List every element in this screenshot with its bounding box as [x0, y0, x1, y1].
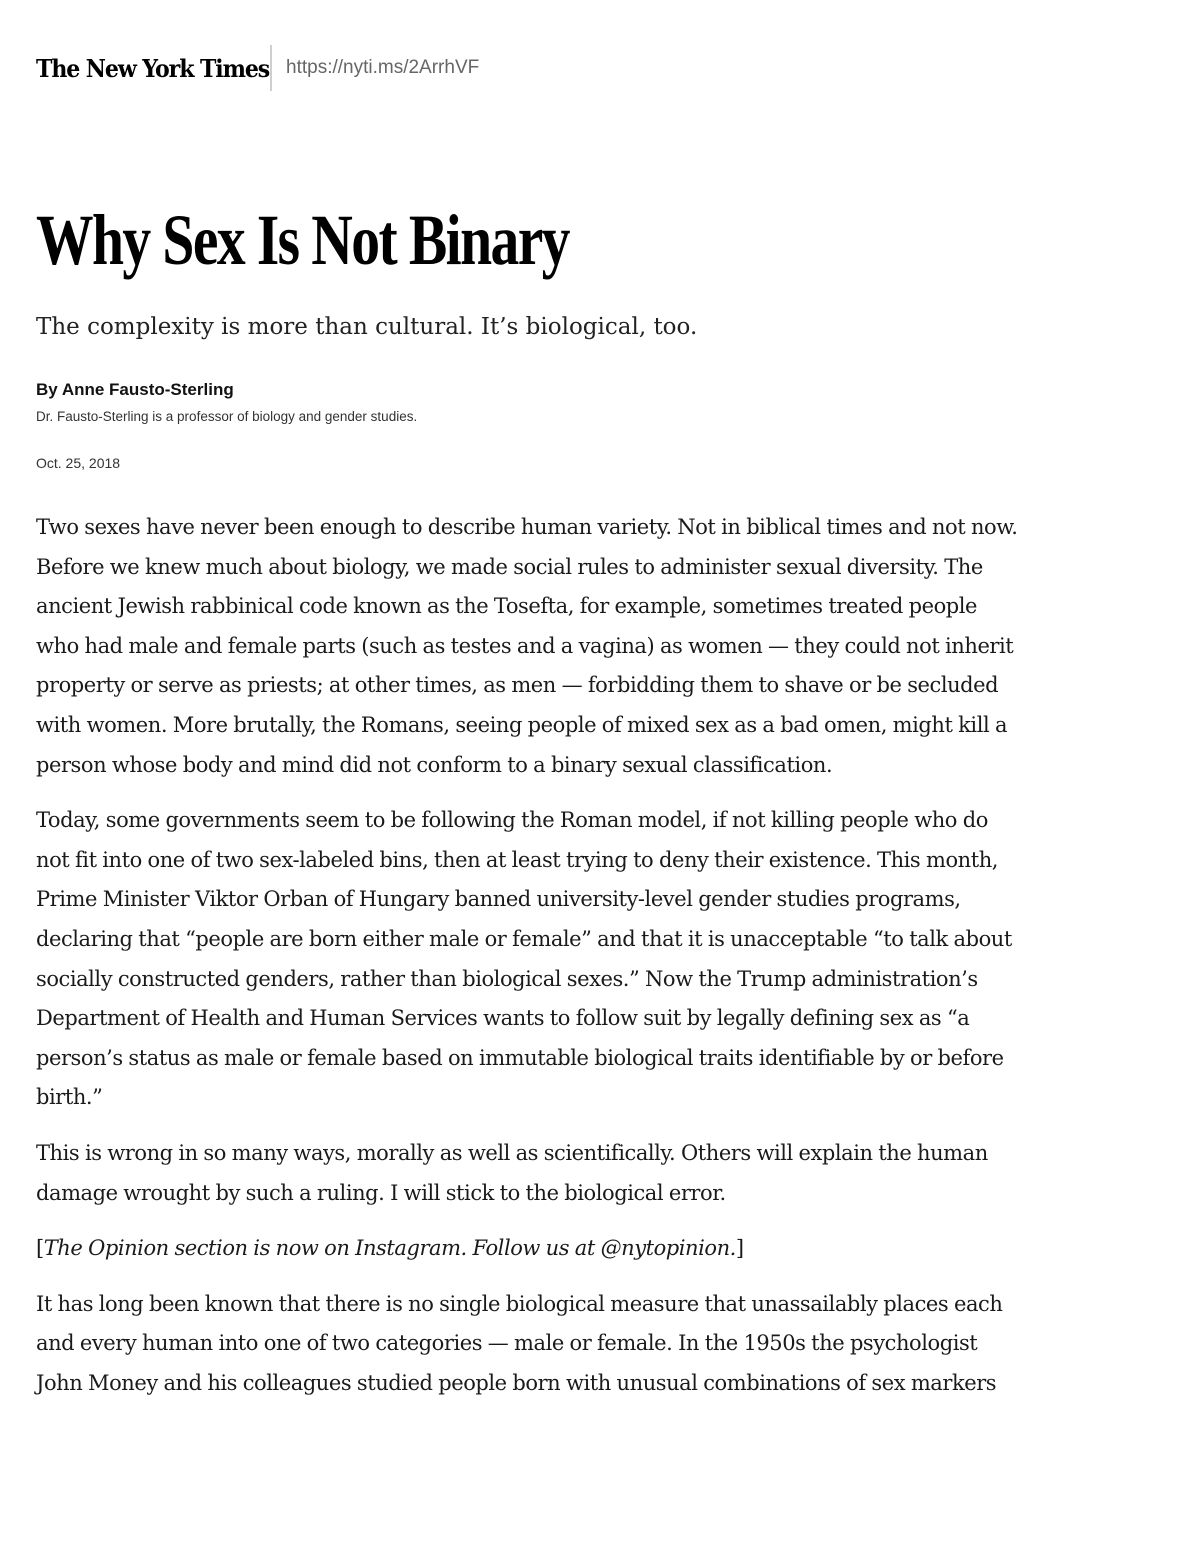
text-line: This is wrong in so many ways, morally as well as scientifically. Others will explain the human	[36, 1140, 988, 1165]
publish-date: Oct. 25, 2018	[36, 455, 121, 471]
paragraph-1	[36, 508, 1171, 785]
text-line: ancient Jewish rabbinical code known as the Tosefta, for example, sometimes treated people	[36, 594, 978, 619]
paragraph-3	[36, 1134, 1171, 1213]
short-url-link[interactable]: https://nyti.ms/2ArrhVF	[286, 57, 480, 78]
promo-open-bracket: [	[36, 1236, 44, 1261]
text-line: Department of Health and Human Services wants to follow suit by legally defining sex as “a	[36, 1006, 970, 1031]
text-line: and every human into one of two categories — male or female. In the 1950s the psychologist	[36, 1331, 978, 1356]
byline[interactable]: By Anne Fausto-Sterling	[36, 380, 234, 399]
text-line: damage wrought by such a ruling. I will stick to the biological error.	[36, 1180, 726, 1205]
nyt-logo[interactable]: The New York Times	[36, 53, 270, 83]
text-line: Prime Minister Viktor Orban of Hungary banned university-level gender studies programs,	[36, 887, 961, 912]
promo-close-bracket: ]	[735, 1236, 744, 1261]
masthead	[36, 44, 479, 92]
article-summary: The complexity is more than cultural. It’s biological, too.	[36, 314, 698, 340]
article-body	[36, 508, 1171, 1419]
headline: Why Sex Is Not Binary	[36, 200, 569, 280]
text-line: Before we knew much about biology, we made social rules to administer sexual diversity. The	[36, 554, 983, 579]
instagram-promo	[36, 1229, 1171, 1269]
paragraph-4	[36, 1285, 1171, 1404]
text-line: It has long been known that there is no single biological measure that unassailably places each	[36, 1291, 1003, 1316]
masthead-divider	[270, 45, 272, 91]
text-line: person’s status as male or female based on immutable biological traits identifiable by or before	[36, 1045, 1004, 1070]
text-line: with women. More brutally, the Romans, seeing people of mixed sex as a bad omen, might kill a	[36, 712, 1008, 737]
promo-link[interactable]: The Opinion section is now on Instagram. Follow us at @nytopinion.	[43, 1236, 736, 1261]
text-line: Two sexes have never been enough to describe human variety. Not in biblical times and not now.	[36, 515, 1018, 539]
text-line: birth.”	[36, 1085, 103, 1110]
text-line: who had male and female parts (such as testes and a vagina) as women — they could not inherit	[36, 633, 1014, 658]
paragraph-2	[36, 801, 1171, 1118]
text-line: declaring that “people are born either male or female” and that it is unacceptable “to talk about	[36, 926, 1012, 951]
text-line: property or serve as priests; at other times, as men — forbidding them to shave or be secluded	[36, 673, 999, 698]
author-bio: Dr. Fausto-Sterling is a professor of biology and gender studies.	[36, 409, 418, 424]
text-line: not fit into one of two sex-labeled bins, then at least trying to deny their existence. This month,	[36, 847, 998, 872]
text-line: John Money and his colleagues studied people born with unusual combinations of sex markers	[36, 1370, 997, 1395]
text-line: person whose body and mind did not conform to a binary sexual classification.	[36, 752, 833, 777]
text-line: socially constructed genders, rather than biological sexes.” Now the Trump administration’s	[36, 966, 978, 991]
text-line: Today, some governments seem to be following the Roman model, if not killing people who do	[36, 808, 988, 833]
promo-line	[36, 1229, 1171, 1269]
